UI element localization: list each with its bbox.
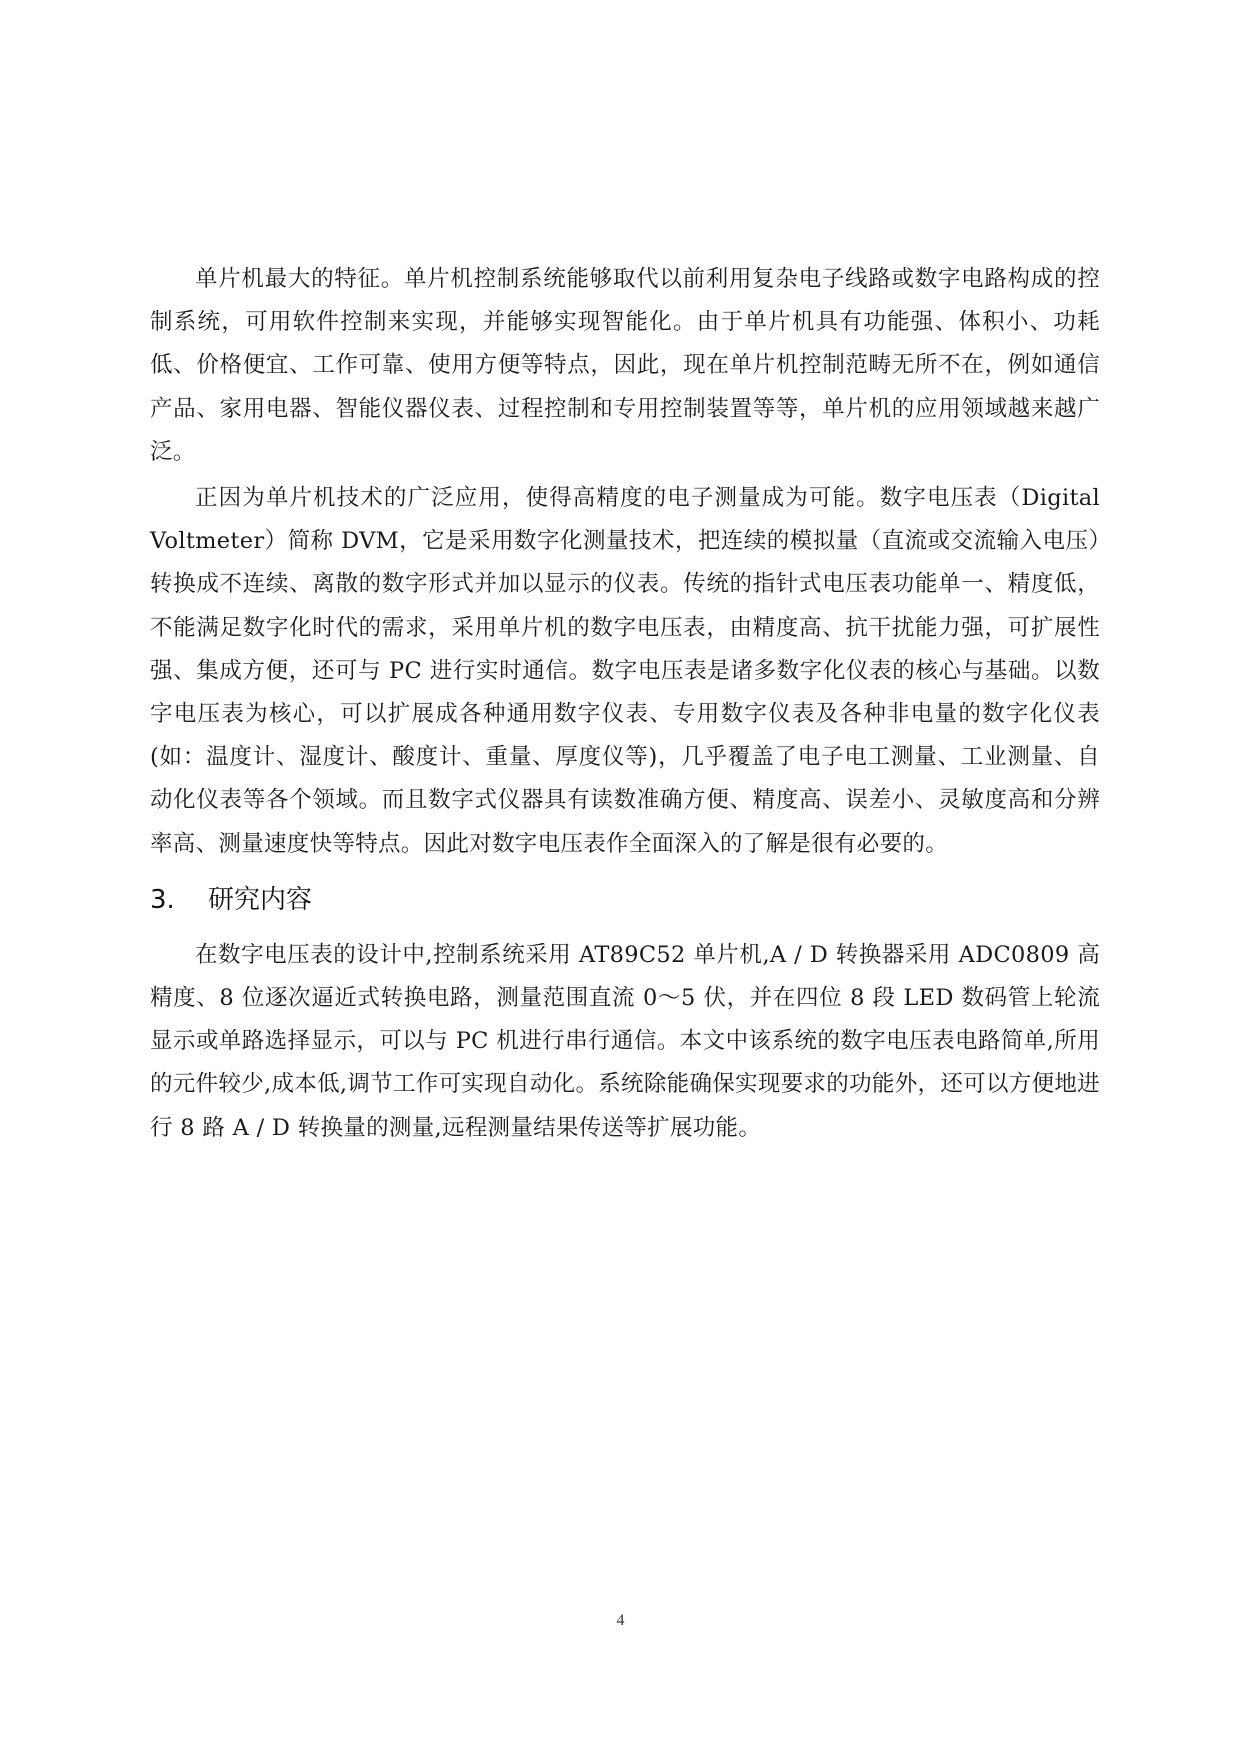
- page-number: 4: [616, 1612, 625, 1629]
- section-heading: [150, 878, 1100, 922]
- section-number: 3.: [150, 884, 175, 915]
- paragraph-dvm-intro: 正因为单片机技术的广泛应用，使得高精度的电子测量成为可能。数字电压表（Digital Voltmeter）简称 DVM，它是采用数字化测量技术，把连续的模拟量（直流或交流输入电压）转换成不连续、离散的数字形式并加以显示的仪表。传统的指针式电压表功能单一、精度低，不能满足数字化时代的需求，采用单片机的数字电压表，由精度高、抗干扰能力强，可扩展性强、集成方便，还可与 PC 进行实时通信。数字电压表是诸多数字化仪表的核心与基础。以数字电压表为核心，可以扩展成各种通用数字仪表、专用数字仪表及各种非电量的数字化仪表(如：温度计、湿度计、酸度计、重量、厚度仪等)，几乎覆盖了电子电工测量、工业测量、自动化仪表等各个领域。而且数字式仪器具有读数准确方便、精度高、误差小、灵敏度高和分辨率高、测量速度快等特点。因此对数字电压表作全面深入的了解是很有必要的。: [150, 485, 1100, 857]
- paragraph-mcu-features: 单片机最大的特征。单片机控制系统能够取代以前利用复杂电子线路或数字电路构成的控制系统，可用软件控制来实现，并能够实现智能化。由于单片机具有功能强、体积小、功耗低、价格便宜、工作可靠、使用方便等特点，因此，现在单片机控制范畴无所不在，例如通信产品、家用电器、智能仪器仪表、过程控制和专用控制装置等等，单片机的应用领域越来越广泛。: [150, 266, 1100, 465]
- paragraph-research-content: 在数字电压表的设计中,控制系统采用 AT89C52 单片机,A / D 转换器采用 ADC0809 高精度、8 位逐次逼近式转换电路，测量范围直流 0～5 伏，并在四位 8 段 LED 数码管上轮流显示或单路选择显示，可以与 PC 机进行串行通信。本文中该系统的数字电压表电路简单,所用的元件较少,成本低,调节工作可实现自动化。系统除能确保实现要求的功能外，还可以方便地进行 8 路 A / D 转换量的测量,远程测量结果传送等扩展功能。: [150, 941, 1100, 1141]
- section-title: 研究内容: [208, 884, 313, 915]
- page-content: [150, 258, 1100, 1150]
